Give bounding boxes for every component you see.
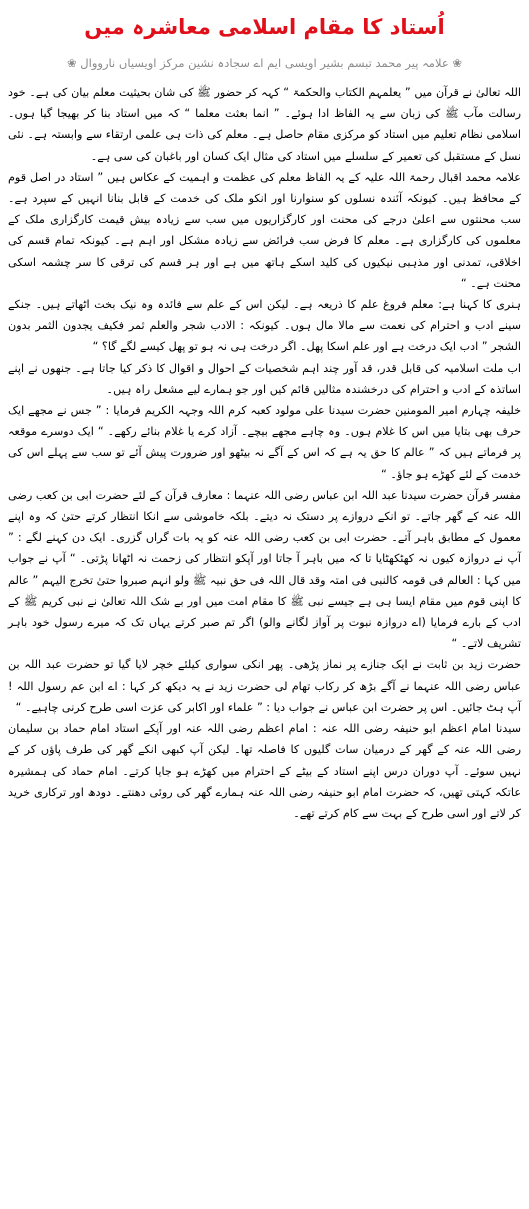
author-byline: ❀ علامہ پیر محمد تبسم بشیر اویسی ایم اے سجادہ نشین مرکز اویسیاں نارووال ❀ [67, 56, 462, 70]
paragraph: مفسر قرآن حضرت سیدنا عبد اللہ ابن عباس رضی اللہ عنہما : معارف قرآن کے لئے حضرت ابی بن کعب رضی اللہ عنہ کے گھر جاتے۔ تو انکے دروازے پر دستک نہ دیتے۔ بلکہ خاموشی سے انکا انتظار کرتے حتیٰ کہ وہ اپنے معمول کے مطابق باہر آتے۔ حضرت ابی بن کعب رضی اللہ عنہ کو یہ بات گراں گزری۔ ایک دن کہنے لگے : ” آپ نے دروازہ کیوں نہ کھٹکھٹایا تا کہ میں باہر آ جاتا اور آپکو انتظار کی زحمت نہ اٹھانا پڑتی۔ “ آپ نے جواب میں کہا : العالم فی قومہ کالنبی فی امتہ وقد قال اللہ فی حق نبیہ ﷺ ولو انہم صبروا حتیٰ تخرج الیہم ” عالم کا اپنی قوم میں مقام ایسا ہی ہے جیسے نبی ﷺ کا مقام امت میں اور بے شک اللہ تعالیٰ نے نبی کریم ﷺ کے ادب کے بارے فرمایا (اے دروازہ نبوت پر آواز لگانے والو) اگر تم صبر کرتے یہاں تک کہ میرے رسول خود باہر تشریف لاتے۔ “ [8, 488, 521, 651]
paragraph: ہنری کا کہنا ہے: معلم فروغ علم کا ذریعہ ہے۔ لیکن اس کے علم سے فائدہ وہ نیک بخت اٹھاتے ہیں۔ جنکے سینے ادب و احترام کی نعمت سے مالا مال ہوں۔ کیونکہ : الادب شجر والعلم ثمر فکیف یجدون الثمر بدون الشجر ” ادب ایک درخت ہے اور علم اسکا پھل۔ اگر درخت ہی نہ ہو تو پھل کیسے لگے گا؟ “ [8, 298, 521, 354]
paragraph: اب ملت اسلامیہ کی قابل قدر، قد آور چند اہم شخصیات کے احوال و اقوال کا ذکر کیا جاتا ہے۔ جنھوں نے اپنے اساتذہ کے ادب و احترام کی درخشندہ مثالیں قائم کیں اور جو ہمارے لیے مشعل راہ ہیں۔ [8, 361, 521, 396]
article-body [8, 82, 521, 824]
article-title: اُستاد کا مقام اسلامی معاشرہ میں [84, 15, 445, 39]
paragraph: علامہ محمد اقبال رحمۃ اللہ علیہ کے یہ الفاظ معلم کی عظمت و اہمیت کے عکاس ہیں ” استاد در اصل قوم کے محافظ ہیں۔ کیونکہ آئندہ نسلوں کو سنوارنا اور انکو ملک کی خدمت کے قابل بنانا انہیں کے سپرد ہے۔ سب محنتوں سے اعلیٰ درجے کی محنت اور کارگزاریوں میں سب سے زیادہ بیش قیمت کارگزاری ملک کے معلموں کی کارگزاری ہے۔ معلم کا فرض سب فرائض سے زیادہ مشکل اور اہم ہے۔ کیونکہ تمام قسم کی اخلاقی، تمدنی اور مذہبی نیکیوں کی کلید اسکے ہاتھ میں ہے اور ہر قسم کی ترقی کا سر چشمہ اسکی محنت ہے۔ “ [8, 170, 521, 290]
paragraph: خلیفہ چہارم امیر المومنین حضرت سیدنا علی مولود کعبہ کرم اللہ وجہہ الکریم فرمایا : ” جس نے مجھے ایک حرف بھی بتایا میں اس کا غلام ہوں۔ وہ چاہے مجھے بیچے۔ آزاد کرے یا غلام بنائے رکھے۔ “ ایک دوسرے موقعہ پر فرماتے ہیں کہ ” عالم کا حق یہ ہے کہ اس کے آگے نہ بیٹھو اور ضرورت پیش آئے تو سب سے پہلے اس کی خدمت کے لئے کھڑے ہو جاؤ۔ “ [8, 404, 521, 481]
paragraph: سیدنا امام اعظم ابو حنیفہ رضی اللہ عنہ : امام اعظم رضی اللہ عنہ اور آپکے استاد امام حماد بن سلیمان رضی اللہ عنہ کے گھر کے درمیان سات گلیوں کا فاصلہ تھا۔ لیکن آپ کبھی انکے گھر کی طرف پاؤں کر کے نہیں سوئے۔ آپ دوران درس اپنے استاد کے بیٹے کے احترام میں کھڑے ہو جایا کرتے۔ امام حماد کی ہمشیرہ عاتکہ کہتی تھیں، کہ حضرت امام ابو حنیفہ رضی اللہ عنہ ہمارے گھر کی روئی دھنتے۔ دودھ اور ترکاری خرید کر لاتے اور اسی طرح کے بہت سے کام کرتے تھے۔ [8, 722, 521, 820]
paragraph: اللہ تعالیٰ نے قرآن میں ” یعلمہم الکتاب والحکمۃ “ کہہ کر حضور ﷺ کی شان بحیثیت معلم بیان کی ہے۔ خود رسالت مآب ﷺ کی زبان سے یہ الفاظ ادا ہوئے۔ ” انما بعثت معلما “ کہ میں استاد بنا کر بھیجا گیا ہوں۔ اسلامی نظام تعلیم میں استاد کو مرکزی مقام حاصل ہے۔ معلم کی ذات ہی علمی ارتقاء سے وابستہ ہے۔ نئی نسل کے مستقبل کی تعمیر کے سلسلے میں استاد کی مثال ایک کسان اور باغبان کی سی ہے۔ [8, 86, 521, 163]
paragraph: حضرت زید بن ثابت نے ایک جنازے پر نماز پڑھی۔ پھر انکی سواری کیلئے خچر لایا گیا تو حضرت عبد اللہ بن عباس رضی اللہ عنہما نے آگے بڑھ کر رکاب تھام لی حضرت زید نے یہ دیکھ کر کہا : اے ابن عم رسول اللہ ! آپ ہٹ جائیں۔ اس پر حضرت ابن عباس نے جواب دیا : ” علماء اور اکابر کی عزت اسی طرح کرنی چاہیے۔ “ [8, 658, 521, 714]
